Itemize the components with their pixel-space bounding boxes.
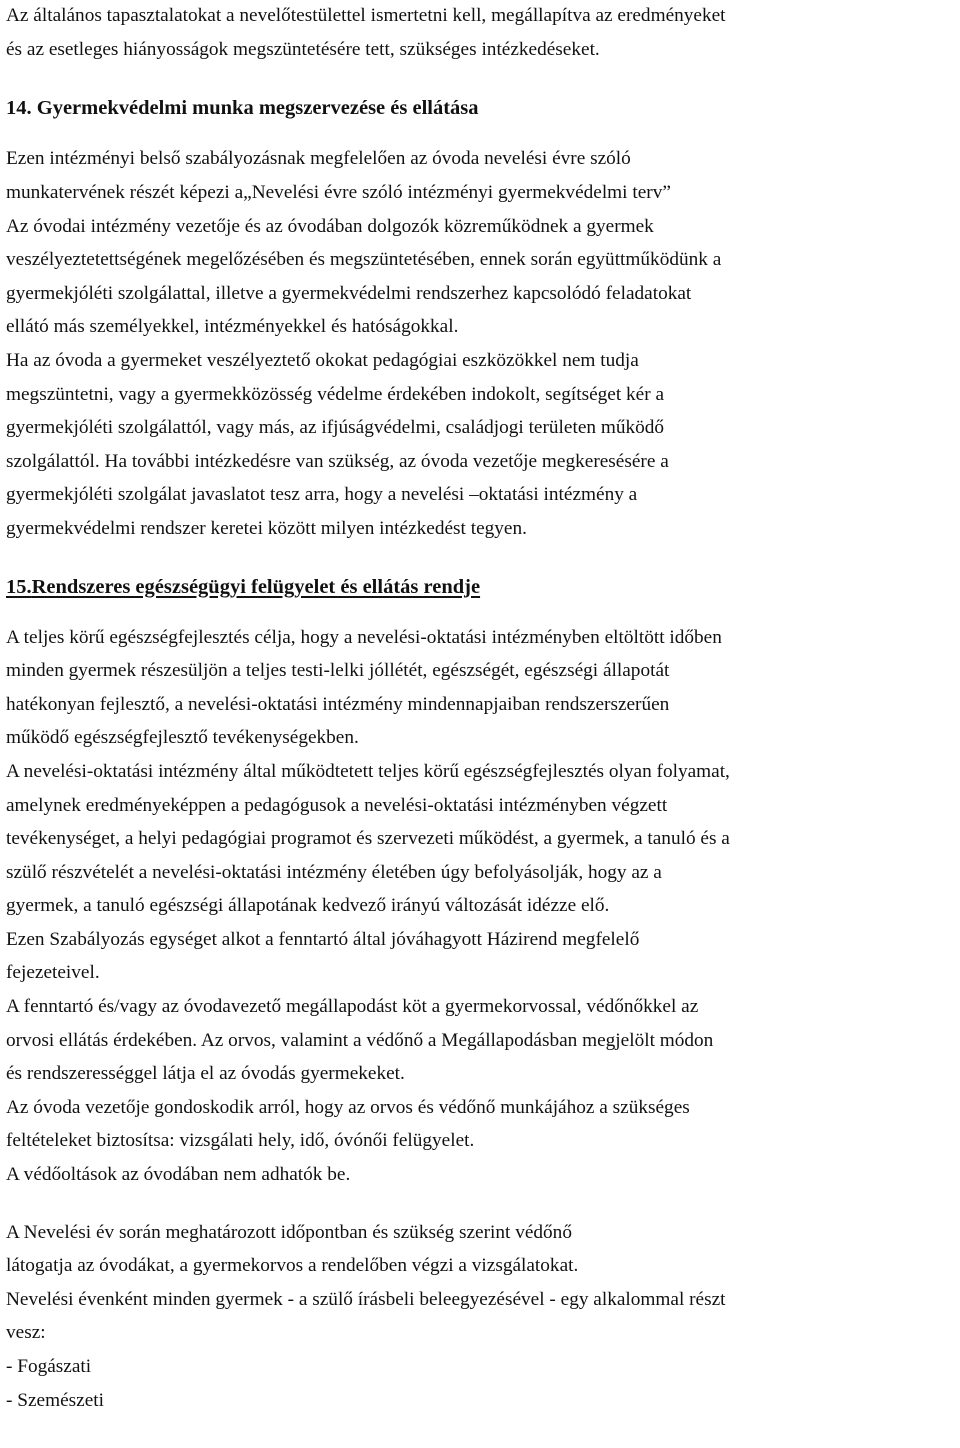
intro-paragraph — [6, 0, 958, 67]
spacer — [6, 546, 958, 570]
text-line: megszüntetni, vagy a gyermekközösség védelme érdekében indokolt, segítséget kér a — [6, 383, 665, 405]
section-number: 15. — [6, 575, 32, 598]
text-line: A védőoltások az óvodában nem adhatók be. — [6, 1164, 351, 1186]
text-line: működő egészségfejlesztő tevékenységekben. — [6, 727, 359, 749]
text-line: gyermekvédelmi rendszer keretei között milyen intézkedést tegyen. — [6, 517, 527, 539]
text-line: szülő részvételét a nevelési-oktatási intézmény életében úgy befolyásolják, hogy az a — [6, 861, 662, 883]
text-line: amelynek eredményeképpen a pedagógusok a nevelési-oktatási intézményben végzett — [6, 794, 668, 816]
text-line: A teljes körű egészségfejlesztés célja, hogy a nevelési-oktatási intézményben eltöltött időben — [6, 626, 722, 648]
section-title: Rendszeres egészségügyi felügyelet és ellátás rendje — [31, 575, 481, 598]
section-15-heading — [6, 570, 958, 604]
text-line: minden gyermek részesüljön a teljes testi-lelki jóllétét, egészségét, egészségi állapotát — [6, 660, 670, 682]
text-line: gyermekjóléti szolgálat javaslatot tesz arra, hogy a nevelési –oktatási intézmény a — [6, 484, 638, 506]
text-line: Ha az óvoda a gyermeket veszélyeztető okokat pedagógiai eszközökkel nem tudja — [6, 349, 639, 371]
list-item: - Fogászati — [6, 1356, 92, 1377]
text-line: A Nevelési év során meghatározott időpontban és szükség szerint védőnő — [6, 1221, 572, 1243]
spacer — [6, 1192, 958, 1216]
text-line: Nevelési évenként minden gyermek - a szülő írásbeli beleegyezésével - egy alkalommal részt — [6, 1288, 726, 1310]
text-line: Ezen Szabályozás egységet alkot a fenntartó által jóváhagyott Házirend megfelelő — [6, 928, 640, 950]
text-line: és rendszerességgel látja el az óvodás gyermekeket. — [6, 1063, 405, 1085]
text-line: feltételeket biztosítsa: vizsgálati hely, idő, óvónői felügyelet. — [6, 1130, 475, 1152]
section-15-body-continued — [6, 1216, 958, 1418]
section-14-heading — [6, 91, 958, 125]
text-line: Az általános tapasztalatokat a nevelőtestülettel ismertetni kell, megállapítva az eredményeket — [6, 5, 726, 26]
spacer — [6, 67, 958, 91]
spacer — [6, 125, 958, 142]
text-line: hatékonyan fejlesztő, a nevelési-oktatási intézmény mindennapjaiban rendszerszerűen — [6, 693, 670, 715]
text-line: munkatervének részét képezi a„Nevelési évre szóló intézményi gyermekvédelmi terv” — [6, 182, 671, 203]
text-line: fejezeteivel. — [6, 962, 100, 984]
text-line: Ezen intézményi belső szabályozásnak megfelelően az óvoda nevelési évre szóló — [6, 148, 631, 170]
section-title: Gyermekvédelmi munka megszervezése és ellátása — [36, 97, 479, 120]
text-line: és az esetleges hiányosságok megszüntetésére tett, szükséges intézkedéseket. — [6, 39, 600, 61]
section-15-body — [6, 621, 958, 1192]
section-number: 14. — [6, 97, 32, 120]
text-line: veszélyeztetettségének megelőzésében és megszüntetésében, ennek során együttműködünk a — [6, 249, 722, 271]
text-line: gyermekjóléti szolgálattal, illetve a gyermekvédelmi rendszerhez kapcsolódó feladatokat — [6, 282, 692, 304]
list-item: - Szemészeti — [6, 1389, 104, 1411]
text-line: vesz: — [6, 1322, 46, 1344]
text-line: orvosi ellátás érdekében. Az orvos, valamint a védőnő a Megállapodásban megjelölt módon — [6, 1029, 714, 1051]
spacer — [6, 604, 958, 621]
text-line: gyermekjóléti szolgálattól, vagy más, az ifjúságvédelmi, családjogi területen működő — [6, 417, 665, 439]
text-line: szolgálattól. Ha további intézkedésre van szükség, az óvoda vezetője megkeresésére a — [6, 450, 669, 472]
text-line: tevékenységet, a helyi pedagógiai programot és szervezeti működést, a gyermek, a tanuló és a — [6, 828, 730, 850]
text-line: Az óvodai intézmény vezetője és az óvodában dolgozók közreműködnek a gyermek — [6, 215, 654, 237]
text-line: ellátó más személyekkel, intézményekkel és hatóságokkal. — [6, 316, 459, 338]
text-line: A fenntartó és/vagy az óvodavezető megállapodást köt a gyermekorvossal, védőnőkkel az — [6, 996, 699, 1018]
section-14-body — [6, 142, 958, 545]
text-line: A nevelési-oktatási intézmény által működtetett teljes körű egészségfejlesztés olyan folyamat, — [6, 760, 730, 782]
document-page — [6, 0, 958, 1417]
text-line: Az óvoda vezetője gondoskodik arról, hogy az orvos és védőnő munkájához a szükséges — [6, 1096, 690, 1118]
text-line: gyermek, a tanuló egészségi állapotának kedvező irányú változását idézze elő. — [6, 895, 610, 917]
text-line: látogatja az óvodákat, a gyermekorvos a rendelőben végzi a vizsgálatokat. — [6, 1255, 579, 1277]
